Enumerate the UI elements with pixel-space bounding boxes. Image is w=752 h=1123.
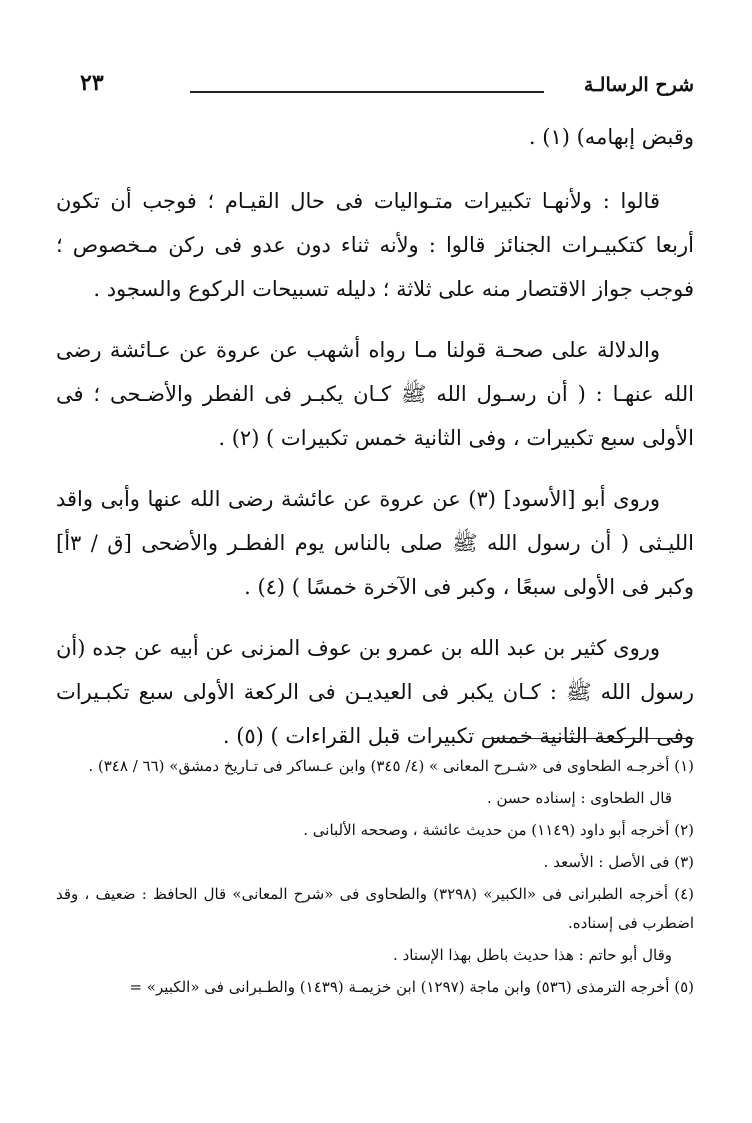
footnote-2: (٢) أخرجه أبو داود (١١٤٩) من حديث عائشة ، وصححه الألبانى . bbox=[303, 821, 694, 839]
paragraph-2: والدلالة على صحـة قولنا مـا رواه أشهب عن عروة عن عـائشة رضى الله عنهـا : ( أن رسـول الله ﷺ كـان يكبـر فى الفطر والأضـحى ؛ فى الأولى سبع تكبيرات ، وفى الثانية خمس تكبيرات ) (٢) . bbox=[56, 338, 694, 450]
footnote-3: (٣) فى الأصل : الأسعد . bbox=[543, 853, 694, 871]
page-number: ٢٣ bbox=[80, 70, 104, 96]
paragraph-4: وروى كثير بن عبد الله بن عمرو بن عوف المزنى عن أبيه عن جده (أن رسول الله ﷺ : كـان يكبر فى العيديـن فى الركعة الأولى سبع تكبـيرات وفى الركعة الثانية خمس تكبيرات قبل القراءات ) (٥) . bbox=[56, 636, 694, 748]
paragraph-continuation: وقبض إبهامه) (١) . bbox=[528, 125, 694, 149]
paragraph-1: قالوا : ولأنهـا تكبيرات متـواليات فى حال القيـام ؛ فوجب أن تكون أربعا كتكبيـرات الجنائز قالوا : ولأنه ثناء دون عدو فى ركن مـخصوص ؛ فوجب جواز الاقتصار منه على ثلاثة ؛ دليله تسبيحات الركوع والسجود . bbox=[56, 189, 694, 301]
footnote-separator bbox=[484, 738, 694, 739]
footnote-1-note: قال الطحاوى : إسناده حسن . bbox=[486, 789, 672, 807]
footnote-4-note: وقال أبو حاتم : هذا حديث باطل بهذا الإسناد . bbox=[393, 946, 672, 964]
footnote-5: (٥) أخرجه الترمذى (٥٣٦) وابن ماجة (١٢٩٧) ابن خزيمـة (١٤٣٩) والطـبرانى فى «الكبير» = bbox=[129, 978, 694, 996]
footnote-4: (٤) أخرجه الطبرانى فى «الكبير» (٣٢٩٨) والطحاوى فى «شرح المعانى» قال الحافظ : ضعيف ، وقد اضطرب فى إسناده. bbox=[56, 885, 694, 932]
footnote-1: (١) أخرجـه الطحاوى فى «شـرح المعانى » (٤/ ٣٤٥) وابن عـساكر فى تـاريخ دمشق» (٦٦ / ٣٤٨) . bbox=[88, 757, 694, 775]
header-rule bbox=[190, 91, 544, 93]
running-header bbox=[80, 70, 694, 110]
paragraph-3: وروى أبو [الأسود] (٣) عن عروة عن عائشة رضى الله عنها وأبى واقد الليـثى ( أن رسول الله ﷺ صلى بالناس يوم الفطـر والأضحى [ق / ٣أ] وكبر فى الأولى سبعًا ، وكبر فى الآخرة خمسًا ) (٤) . bbox=[56, 487, 694, 599]
footnotes bbox=[56, 752, 694, 1005]
main-text bbox=[56, 115, 694, 775]
book-title: شرح الرسالـة bbox=[583, 74, 694, 96]
